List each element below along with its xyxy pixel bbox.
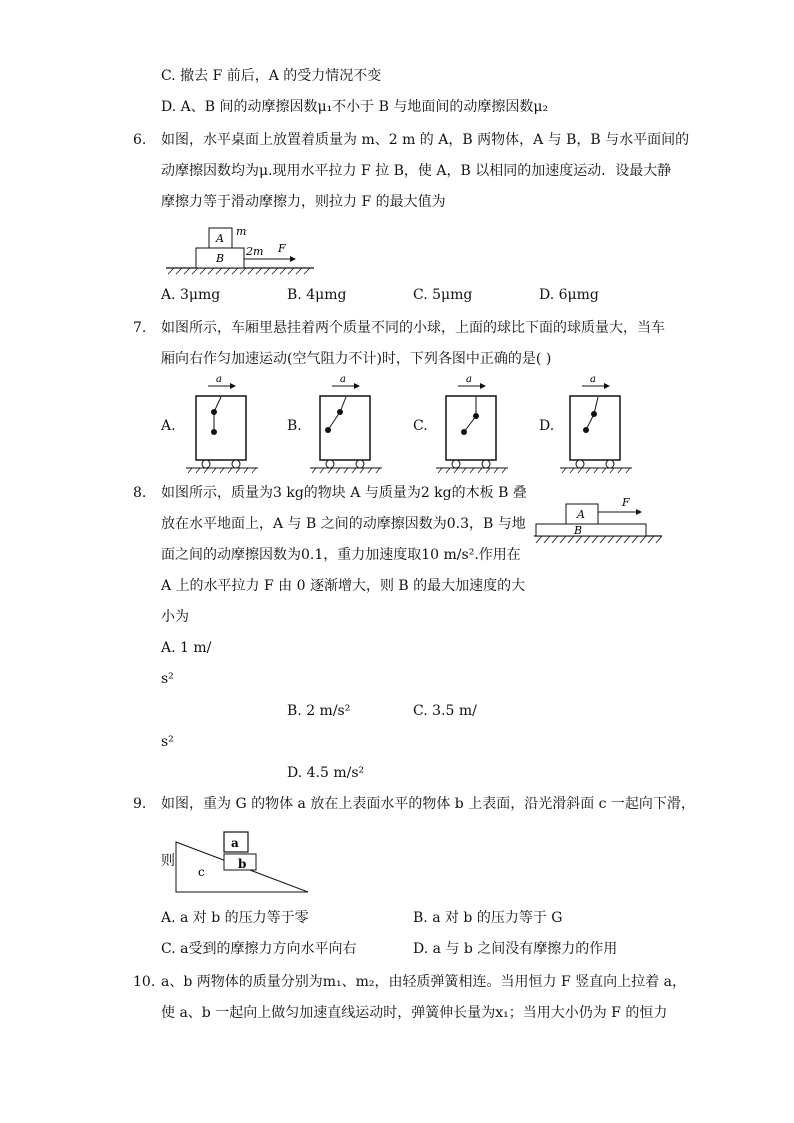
q7-figure-c bbox=[434, 372, 510, 476]
q7-number: 7. bbox=[133, 320, 147, 336]
q7-figure-b bbox=[308, 372, 384, 476]
q9-number: 9. bbox=[133, 796, 147, 812]
q8-option-a: A. 1 m/ bbox=[161, 640, 212, 656]
q6-option-c: C. 5μmg bbox=[413, 287, 473, 303]
q10-text-line1: a、b 两物体的质量分别为m₁、m₂，由轻质弹簧相连。当用恒力 F 竖直向上拉着 a， bbox=[161, 974, 686, 990]
q6-fig-label-m: m bbox=[236, 225, 247, 238]
q6-fig-label-2m: 2m bbox=[246, 245, 264, 258]
q7-b-arrow-label: a bbox=[340, 374, 346, 385]
q9-option-a: A. a 对 b 的压力等于零 bbox=[161, 910, 309, 926]
q9-figure bbox=[174, 828, 314, 896]
q6-text-line2: 动摩擦因数均为μ.现用水平拉力 F 拉 B，使 A，B 以相同的加速度运动．设最大静 bbox=[161, 163, 672, 179]
q8-text-line3: 面之间的动摩擦因数为0.1，重力加速度取10 m/s².作用在 bbox=[161, 547, 521, 563]
q8-option-b: B. 2 m/s² bbox=[287, 703, 351, 719]
q6-option-d: D. 6μmg bbox=[539, 287, 599, 303]
q6-option-a: A. 3μmg bbox=[161, 287, 221, 303]
q6-fig-label-f: F bbox=[278, 242, 286, 255]
q7-label-c: C. bbox=[413, 418, 428, 434]
q6-text-line3: 摩擦力等于滑动摩擦力，则拉力 F 的最大值为 bbox=[161, 194, 446, 210]
q6-text-line1: 如图，水平桌面上放置着质量为 m、2 m 的 A，B 两物体，A 与 B，B 与水平面间的 bbox=[161, 132, 690, 148]
q8-option-c: C. 3.5 m/ bbox=[413, 703, 477, 719]
q9-option-c: C. a受到的摩擦力方向水平向右 bbox=[161, 941, 357, 957]
q8-figure bbox=[530, 494, 666, 550]
q9-option-b: B. a 对 b 的压力等于 G bbox=[413, 910, 563, 926]
q7-c-arrow-label: a bbox=[466, 374, 472, 385]
q7-d-arrow-label: a bbox=[590, 374, 596, 385]
q9-fig-label-c: c bbox=[198, 865, 205, 879]
q7-text-line1: 如图所示，车厢里悬挂着两个质量不同的小球，上面的球比下面的球质量大，当车 bbox=[161, 320, 665, 336]
q6-fig-label-b: B bbox=[216, 252, 225, 265]
q6-fig-label-a: A bbox=[216, 232, 224, 245]
q8-option-a-unit: s² bbox=[161, 671, 174, 687]
q9-fig-label-b: b bbox=[238, 857, 247, 871]
q8-option-c-unit: s² bbox=[161, 734, 174, 750]
q10-text-line2: 使 a、b 一起向上做匀加速直线运动时，弹簧伸长量为x₁；当用大小仍为 F 的恒力 bbox=[161, 1005, 668, 1021]
q8-text-line4: A 上的水平拉力 F 由 0 逐渐增大，则 B 的最大加速度的大 bbox=[161, 578, 526, 594]
q10-number: 10. bbox=[133, 974, 156, 990]
q7-a-arrow-label: a bbox=[216, 374, 222, 385]
q7-label-a: A. bbox=[161, 418, 176, 434]
q8-fig-label-f: F bbox=[622, 496, 630, 509]
q7-text-line2: 厢向右作匀加速运动(空气阻力不计)时，下列各图中正确的是( ) bbox=[161, 351, 552, 367]
q6-figure bbox=[160, 222, 320, 278]
q7-figure-d bbox=[558, 372, 634, 476]
q7-label-d: D. bbox=[539, 418, 555, 434]
q7-figure-a bbox=[184, 372, 260, 476]
q9-text-ze: 则 bbox=[161, 853, 175, 869]
q5-option-d: D. A、B 间的动摩擦因数μ₁不小于 B 与地面间的动摩擦因数μ₂ bbox=[161, 99, 549, 115]
q9-text-line1: 如图，重为 G 的物体 a 放在上表面水平的物体 b 上表面，沿光滑斜面 c 一起向下滑， bbox=[161, 796, 695, 812]
q8-option-d: D. 4.5 m/s² bbox=[287, 765, 365, 781]
q8-fig-label-b: B bbox=[574, 524, 583, 537]
q8-fig-label-a: A bbox=[577, 508, 585, 521]
q7-label-b: B. bbox=[287, 418, 302, 434]
q8-text-line2: 放在水平地面上，A 与 B 之间的动摩擦因数为0.3，B 与地 bbox=[161, 516, 526, 532]
q8-number: 8. bbox=[133, 485, 147, 501]
q9-fig-label-a: a bbox=[231, 836, 239, 850]
q6-option-b: B. 4μmg bbox=[287, 287, 347, 303]
q5-option-c: C. 撤去 F 前后，A 的受力情况不变 bbox=[161, 68, 382, 84]
q8-text-line1: 如图所示，质量为3 kg的物块 A 与质量为2 kg的木板 B 叠 bbox=[161, 485, 527, 501]
q9-option-d: D. a 与 b 之间没有摩擦力的作用 bbox=[413, 941, 618, 957]
q8-text-line5: 小为 bbox=[161, 609, 189, 625]
q6-number: 6. bbox=[133, 132, 147, 148]
